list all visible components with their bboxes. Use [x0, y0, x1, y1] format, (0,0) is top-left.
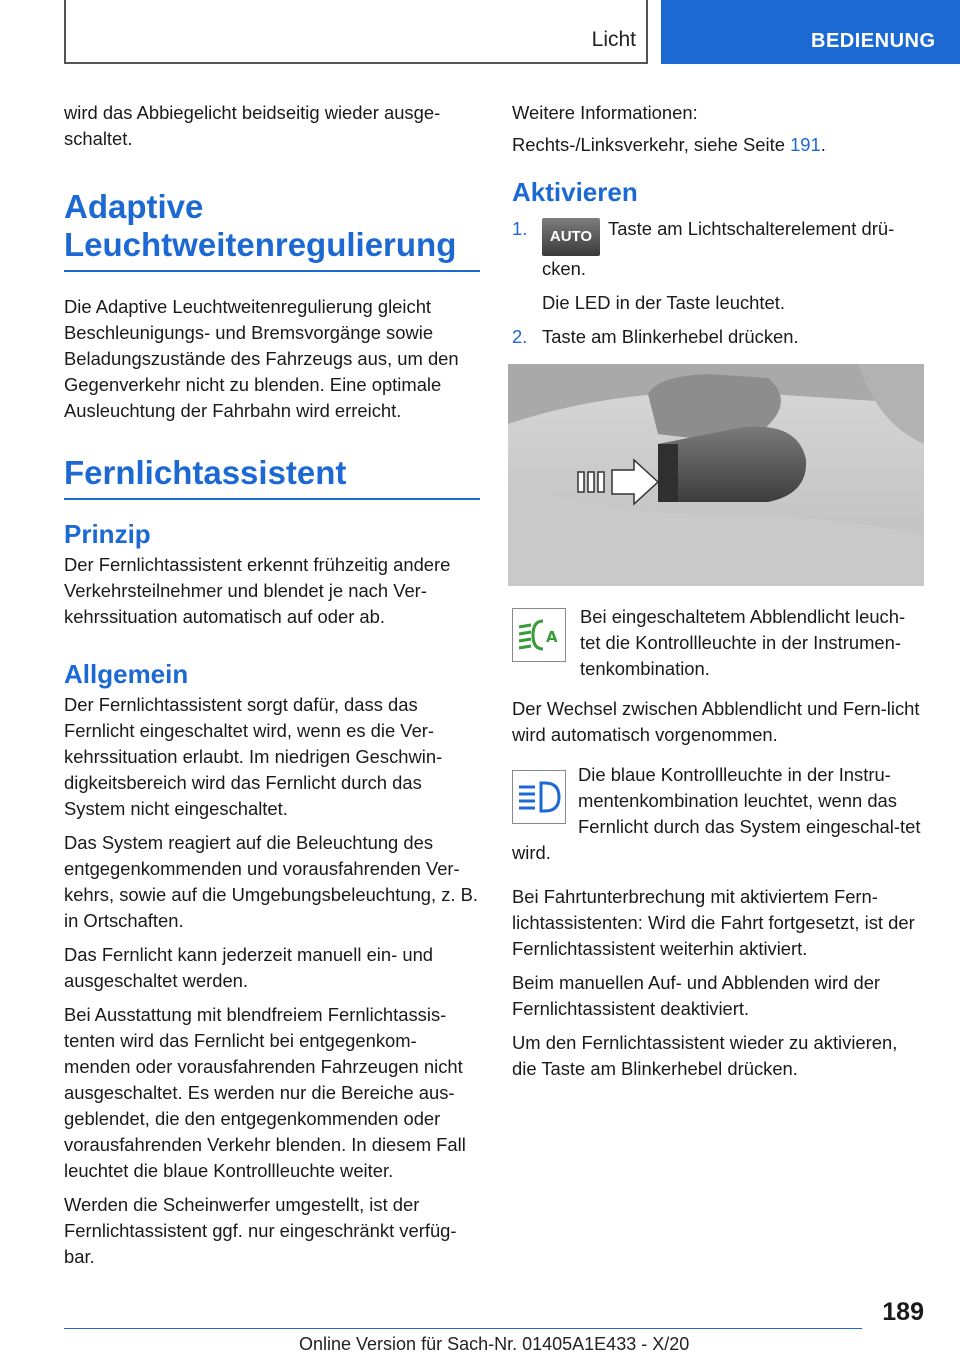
note-blue-text: Die blaue Kontrollleuchte in der Instru-mentenkombination leuchtet, wenn das Fernlicht durch das System eingeschal-tet wird.	[512, 764, 921, 863]
step-number: 2.	[512, 326, 528, 347]
info-title: Weitere Informationen:	[512, 102, 698, 123]
note-blue-indicator	[512, 762, 924, 866]
note-green-indicator	[512, 604, 924, 682]
heading-prinzip: Prinzip	[64, 519, 151, 549]
page-number: 189	[882, 1298, 924, 1326]
heading-adaptive-leuchtweitenregulierung: Adaptive Leuchtweitenregulierung	[64, 188, 480, 272]
paragraph-wieder-aktivieren: Um den Fernlichtassistent wieder zu aktivieren, die Taste am Blinkerhebel drücken.	[512, 1032, 898, 1079]
paragraph-manuell: Beim manuellen Auf- und Abblenden wird der Fernlichtassistent deaktiviert.	[512, 972, 881, 1019]
heading-allgemein: Allgemein	[64, 659, 189, 689]
paragraph-allgemein-4: Bei Ausstattung mit blendfreiem Fernlichtassis-tenten wird das Fernlicht bei entgegenkom-menden oder vorausfahrenden Fahrzeugen nicht ausgeschaltet. Es werden nur die Bereiche aus-geblendet, die den entgegenkommenden oder vorausfahrenden Verkehr blenden. In diesem Fall leuchtet die blaue Kontrollleuchte weiter.	[64, 1004, 466, 1181]
svg-text:A: A	[546, 628, 558, 646]
info-end: .	[820, 134, 826, 155]
heading-aktivieren: Aktivieren	[512, 177, 638, 207]
footer-version-text: Online Version für Sach-Nr. 01405A1E433 - X/20	[299, 1334, 690, 1354]
step-2	[512, 324, 924, 350]
step-1	[512, 216, 924, 316]
paragraph-allgemein-3: Das Fernlicht kann jederzeit manuell ein- und ausgeschaltet werden.	[64, 944, 434, 991]
header-section-title: Licht	[591, 28, 636, 51]
steps-list	[512, 216, 924, 350]
paragraph-alr: Die Adaptive Leuchtweitenregulierung gleicht Beschleunigungs- und Bremsvorgänge sowie Beladungszustände des Fahrzeugs aus, um den Gegenverkehr nicht zu blenden. Eine optimale Ausleuchtung der Fahrbahn wird erreicht.	[64, 296, 459, 421]
footer-divider	[64, 1328, 862, 1329]
paragraph-allgemein-5: Werden die Scheinwerfer umgestellt, ist der Fernlichtassistent ggf. nur eingeschränkt verfüg-bar.	[64, 1194, 457, 1267]
step-text: Taste am Lichtschalterelement drü-cken.	[542, 218, 895, 279]
step-number: 1.	[512, 218, 528, 239]
auto-button-icon: AUTO	[542, 218, 600, 256]
right-column	[512, 100, 924, 1090]
header-chapter-tab: BEDIENUNG	[661, 0, 960, 64]
turn-signal-lever-photo	[508, 364, 924, 586]
left-column	[64, 100, 480, 1278]
high-beam-assistant-indicator-icon	[512, 770, 566, 824]
page-link-191[interactable]: 191	[790, 134, 821, 155]
info-paragraph	[512, 132, 924, 158]
low-beam-auto-indicator-icon	[512, 608, 566, 662]
paragraph-wechsel: Der Wechsel zwischen Abblendlicht und Fern-licht wird automatisch vorgenommen.	[512, 698, 920, 745]
paragraph-unterbrechung: Bei Fahrtunterbrechung mit aktiviertem Fern-lichtassistenten: Wird die Fahrt fortgesetzt, ist der Fernlichtassistent weiterhin aktiviert.	[512, 886, 915, 959]
step-text: Taste am Blinkerhebel drücken.	[542, 326, 799, 347]
paragraph-allgemein-2: Das System reagiert auf die Beleuchtung des entgegenkommenden und vorausfahrenden Ver-kehrs, sowie auf die Umgebungsbeleuchtung, z. B. in Ortschaften.	[64, 832, 479, 931]
heading-fernlichtassistent: Fernlichtassistent	[64, 454, 480, 500]
paragraph-prinzip: Der Fernlichtassistent erkennt frühzeitig andere Verkehrsteilnehmer und blendet je nach Ver-kehrssituation automatisch auf oder ab.	[64, 554, 451, 627]
step-sub-text: Die LED in der Taste leuchtet.	[542, 292, 785, 313]
note-green-text: Bei eingeschaltetem Abblendlicht leuch-tet die Kontrollleuchte in der Instrumen-tenkombination.	[580, 606, 906, 679]
paragraph-allgemein-1: Der Fernlichtassistent sorgt dafür, dass das Fernlicht eingeschaltet wird, wenn es die Ver-kehrssituation erlaubt. Im niedrigen Geschwin-digkeitsbereich wird das Fernlicht durch das System nicht eingeschaltet.	[64, 694, 443, 819]
intro-paragraph: wird das Abbiegelicht beidseitig wieder ausge-schaltet.	[64, 102, 441, 149]
info-text: Rechts-/Linksverkehr, siehe Seite	[512, 134, 785, 155]
header-frame	[64, 0, 648, 64]
